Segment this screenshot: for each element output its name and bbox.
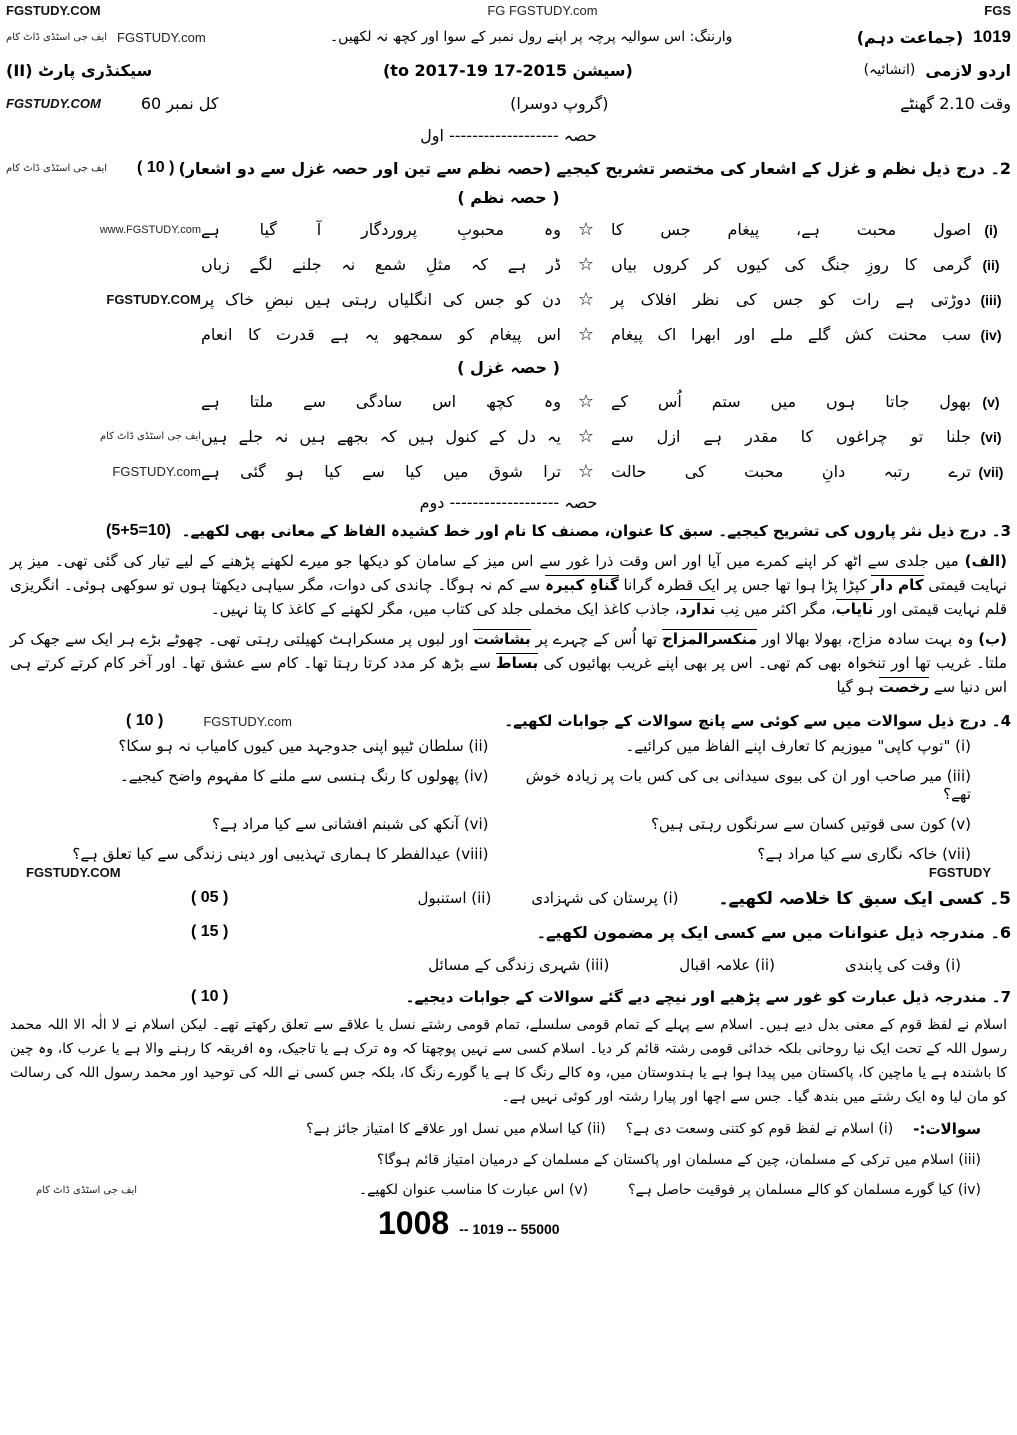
underlined-word: منکسرالمزاج [662, 630, 757, 648]
watermark-row [6, 863, 1011, 881]
question-item: (vii) خاکہ نگاری سے کیا مراد ہے؟ [757, 845, 971, 863]
footer-small-code: -- 1019 -- 55000 [459, 1221, 560, 1237]
underlined-word: رخصت [878, 678, 929, 696]
watermark: ایف جی اسٹڈی ڈاٹ کام [6, 162, 108, 174]
verse-number: (ii) [982, 256, 1000, 273]
watermark: FG FGSTUDY.com [487, 2, 598, 18]
watermark: FGSTUDY.COM [106, 292, 201, 307]
verse [6, 419, 1011, 454]
ghazal-title: ( حصہ غزل ) [457, 358, 560, 377]
question-marks: ( 10 ) [126, 712, 164, 729]
verse [6, 317, 1011, 352]
verse [6, 247, 1011, 282]
header-row [6, 20, 1011, 54]
question-item: (i) اسلام نے لفظ قوم کو کتنی وسعت دی ہے؟ [625, 1121, 894, 1137]
star-icon: ☆ [577, 289, 595, 310]
question-item: (ii) سلطان ٹیپو اپنی جدوجہد میں کیوں کامیاب نہ ہو سکا؟ [118, 737, 489, 755]
passage-text: تھا اُس کے چہرے پر [530, 630, 663, 648]
essay-options [6, 949, 1011, 981]
star-icon: ☆ [577, 391, 595, 412]
passage-text: سے کم نہ ہوگا۔ چاندی کی دوات، مگر سیاہی دیکھتا ہوں تو سوکھی ہوئی۔ انگریزی قلم نہایت قیمتی اور [10, 576, 1007, 618]
passage-text: سے بڑھ کر مدد کرتا رہتا تھا۔ کام سے عشق تھا۔ اور آخر کام کرتے کرتے ہی اس دنیا سے [10, 654, 1007, 696]
passage-label: (ب) [978, 630, 1007, 648]
questions-row [6, 1113, 1011, 1145]
star-icon: ☆ [577, 324, 595, 345]
verse-second-half: وہ محبوبِ پروردگار آ گیا ہے [201, 220, 561, 239]
question-list [6, 737, 1011, 863]
questions-label: سوالات:- [913, 1120, 981, 1138]
verse-number: (i) [984, 221, 998, 238]
question-3: 3۔ درج ذیل نثر پاروں کی تشریح کیجیے۔ سبق کا عنوان، مصنف کا نام اور خط کشیدہ الفاظ کے معانی بھی لکھیے۔ [181, 522, 1011, 540]
question-marks: ( 10 ) [137, 159, 175, 176]
passage-text: تھا اور تنخواہ بھی کم تھی۔ اس پر بھی اپنے غریب بھائیوں کی [538, 654, 931, 672]
class-label: (جماعت دہم) [856, 27, 964, 47]
question-4: 4۔ درج ذیل سوالات میں سے کوئی سے پانچ سوالات کے جوابات لکھیے۔ [504, 712, 1011, 730]
verse-first-half: گرمی کا روزِ جنگ کی کیوں کر کروں بیاں [611, 255, 971, 274]
watermark: ایف جی اسٹڈی ڈاٹ کام [6, 31, 108, 43]
verse-number: (vi) [980, 428, 1002, 445]
time: وقت 2.10 گھنٹے [900, 93, 1011, 113]
essay-option: (i) وقت کی پابندی [844, 956, 961, 974]
question-item: (v) اس عبارت کا مناسب عنوان لکھیے۔ [358, 1182, 589, 1198]
verse [6, 282, 1011, 317]
footer [6, 1205, 1011, 1245]
question-row [6, 881, 1011, 915]
question-item: (iii) میر صاحب اور ان کی بیوی سیدانی بی کی کس بات پر زیادہ خوش تھے؟ [525, 767, 971, 803]
question-item: (iii) اسلام میں ترکی کے مسلمان، چین کے مسلمان اور پاکستان کے مسلمان کے درمیان امتیاز قائم ہوگا؟ [376, 1152, 981, 1168]
verse-second-half: وہ کچھ اس سادگی سے ملتا ہے [201, 392, 561, 411]
verse-second-half: اس پیغام کو سمجھو یہ ہے قدرت کا انعام [201, 325, 561, 344]
subject: اردو لازمی [925, 60, 1011, 80]
question-item: (ii) کیا اسلام میں نسل اور علاقے کا امتیاز جائز ہے؟ [306, 1121, 606, 1137]
question-item: (v) کون سی قوتیں کسان سے سرنگوں رہتی ہیں؟ [650, 815, 971, 833]
section-title: حصہ ------------------- دوم [419, 493, 598, 512]
summary-option: (i) پرستان کی شہزادی [531, 889, 679, 907]
passage-line: کے تحت ایک نیا روحانی بلکہ خدائی قومی رشتہ قائم کر دیا۔ اسلام کسی سے نہیں پوچھتا کہ وہ ترک ہے یا تاجیک، وہ افریقہ کا رہنے والا ہے یا عرب کا، وہ چین کا باشندہ ہے یا [10, 1041, 1008, 1081]
question-item: (iv) کیا گورے مسلمان کو کالے مسلمان پر فوقیت حاصل ہے؟ [628, 1182, 981, 1198]
watermark: ایف جی اسٹڈی ڈاٹ کام [36, 1184, 138, 1196]
watermark: ایف جی اسٹڈی ڈاٹ کام [99, 431, 201, 442]
verse-first-half: سب محنت کش گلے ملے اور ابھرا اک پیغام [611, 325, 971, 344]
watermark: FGSTUDY.com [203, 713, 292, 729]
paper-code: 1019 [973, 27, 1011, 46]
essay-option: (ii) علامہ اقبال [679, 956, 775, 974]
star-icon: ☆ [577, 426, 595, 447]
watermark: FGSTUDY.COM [26, 864, 121, 880]
passage-text: میں جلدی سے اٹھ کر اپنے کمرے میں آیا اور اس وقت ذرا غور سے اس میز کے سامان کو دیکھا جو میرے لکھنے پڑھنے کے لیے تیار کی گئی تھی۔ میز پر نہایت قیمتی [10, 552, 1007, 594]
verse-second-half: ڈر ہے کہ مثلِ شمع نہ جلنے لگے زباں [201, 255, 561, 274]
verse-second-half: ترا شوق میں کیا سے کیا ہو گئی ہے [201, 462, 561, 481]
watermark: www.FGSTUDY.com [99, 223, 201, 236]
header-row [6, 86, 1011, 120]
star-icon: ☆ [577, 461, 595, 482]
essay-option: (iii) شہری زندگی کے مسائل [428, 956, 610, 974]
question-row [6, 152, 1011, 184]
watermark-row [6, 0, 1011, 20]
question-row [6, 705, 1011, 737]
session: (سیشن 2015-17 to 2017-19) [382, 60, 633, 80]
passage-text: وہ بہت سادہ مزاج، بھولا بھالا اور [756, 630, 974, 648]
passage-text: ، مگر اکثر میں [743, 600, 836, 618]
verse-number: (v) [982, 393, 1000, 410]
verse [6, 454, 1011, 489]
underlined-word: بساط [496, 654, 539, 672]
passage-text: ہو گیا [836, 678, 879, 696]
question-item: (i) "توپ کاپی" میوزیم کا تعارف اپنے الفاظ میں کرائیے۔ [625, 737, 971, 755]
paper-type: (انشائیہ) [863, 62, 916, 78]
verse-number: (iv) [980, 326, 1002, 343]
question-marks: (5+5=10) [106, 522, 171, 539]
question-5: 5۔ کسی ایک سبق کا خلاصہ لکھیے۔ [718, 888, 1011, 909]
verse-second-half: دن کو جس کی انگلیاں رہتی ہیں نبضِ خاک پر [201, 290, 561, 309]
question-marks: ( 10 ) [191, 988, 229, 1005]
summary-option: (ii) استنبول [417, 889, 492, 907]
questions-row [6, 1145, 1011, 1175]
section-title: حصہ ------------------- اول [420, 126, 597, 145]
verse-number: (iii) [980, 291, 1002, 308]
verse-first-half: ترے رتبہ دانِ محبت کی حالت [611, 462, 971, 481]
nazm-title: ( حصہ نظم ) [457, 188, 560, 207]
passage-alif [6, 549, 1011, 621]
watermark: FGSTUDY.com [117, 29, 206, 45]
verse [6, 212, 1011, 247]
total-marks: کل نمبر 60 [140, 93, 219, 113]
underlined-word: نایاب [835, 600, 874, 618]
verse-first-half: اصول محبت ہے، پیغام جس کا [611, 220, 971, 239]
question-6: 6۔ مندرجہ ذیل عنوانات میں سے کسی ایک پر مضمون لکھیے۔ [536, 922, 1011, 942]
verse-first-half: بھول جاتا ہوں میں ستم اُس کے [611, 392, 971, 411]
question-item: (vi) آنکھ کی شبنم افشانی سے کیا مراد ہے؟ [211, 815, 489, 833]
passage-q7 [6, 1013, 1011, 1109]
question-item: (viii) عیدالفطر کا ہماری تہذیبی اور دینی زندگی سے کیا تعلق ہے؟ [72, 845, 489, 863]
warning-text: وارننگ: اس سوالیہ پرچہ پر اپنے رول نمبر کے سوا اور کچھ نہ لکھیں۔ [329, 29, 733, 45]
star-icon: ☆ [577, 219, 595, 240]
question-7: 7۔ مندرجہ ذیل عبارت کو غور سے پڑھیے اور نیچے دیے گئے سوالات کے جوابات دیجیے۔ [405, 988, 1011, 1006]
questions-row [6, 1175, 1011, 1205]
watermark: FGSTUDY.COM [6, 95, 101, 111]
question-item: (iv) پھولوں کا رنگ ہنسی سے ملنے کا مفہوم واضح کیجیے۔ [120, 767, 489, 785]
question-2: 2۔ درج ذیل نظم و غزل کے اشعار کی مختصر تشریح کیجیے (حصہ نظم سے تین اور حصہ غزل سے دو اشعار) [178, 158, 1011, 178]
verse-first-half: جلنا تو چراغوں کا مقدر ہے ازل سے [611, 427, 971, 446]
question-row [6, 915, 1011, 949]
question-marks: ( 15 ) [191, 923, 229, 940]
verse-second-half: یہ دل کے کنول ہیں کہ بجھے ہیں نہ جلے ہیں [201, 427, 561, 446]
passage-text: اور لبوں پر مسکراہٹ کھیلتی رہتی تھی۔ چھوٹے بڑے ہر ایک سے جھک کر ملتا۔ غریب [10, 630, 1007, 672]
verse-number: (vii) [978, 463, 1004, 480]
passage-text: نِب [715, 600, 740, 618]
question-row [6, 517, 1011, 545]
underlined-word: کام دار [871, 576, 924, 594]
passage-line: اسلام نے لفظ قوم کے معنی بدل دیے ہیں۔ اسلام سے پہلے کے تمام قومی سلسلے، تمام قومی رشتے نسل یا علاقے سے تعلق رکھتے تھے۔ لیکن اسلام نے لا الٰہ الا اللہ محمد رسول اللہ [10, 1017, 1008, 1057]
passage-label: (الف) [964, 552, 1007, 570]
underlined-word: بشاشت [473, 630, 531, 648]
group: (گروپ دوسرا) [510, 93, 609, 113]
passage-line: ماچین کا، پاکستان میں پیدا ہوا ہے یا ہندوستان میں، وہ کالے رنگ کا ہے یا گورے رنگ کا، بلکہ جس کسی نے اللہ کی توحید اور محمد رسول اللہ کی رسالت کو مان لیا وہ ایک رشتے [10, 1065, 1007, 1105]
underlined-word: ندارد [679, 600, 716, 618]
watermark: FGSTUDY [928, 864, 991, 880]
verse-first-half: دوڑتی ہے رات کو جس کی نظر افلاک پر [611, 290, 971, 309]
footer-code: 1008 [378, 1205, 450, 1241]
passage-line: میں بندھ گیا۔ جس سے اچھا اور پیارا رشتہ اور کوئی نہیں ہے۔ [501, 1089, 866, 1105]
passage-text: کپڑا پڑا ہوا تھا جس پر ایک قطرہ گرانا [618, 576, 867, 594]
passage-bay [6, 627, 1011, 699]
underlined-word: گناہِ کبیرہ [545, 576, 619, 594]
question-row [6, 981, 1011, 1013]
watermark: FGS [984, 2, 1011, 18]
level: سیکنڈری پارٹ (II) [6, 60, 153, 80]
verse [6, 384, 1011, 419]
passage-text: ، جاذب کاغذ ایک مخملی جلد کی کتاب میں، مگر لکھنے کے کاغذ کا پتا نہیں۔ [210, 600, 680, 618]
watermark: FGSTUDY.com [112, 464, 201, 479]
star-icon: ☆ [577, 254, 595, 275]
watermark: FGSTUDY.COM [6, 2, 101, 18]
question-marks: ( 05 ) [191, 889, 229, 906]
header-row [6, 54, 1011, 86]
